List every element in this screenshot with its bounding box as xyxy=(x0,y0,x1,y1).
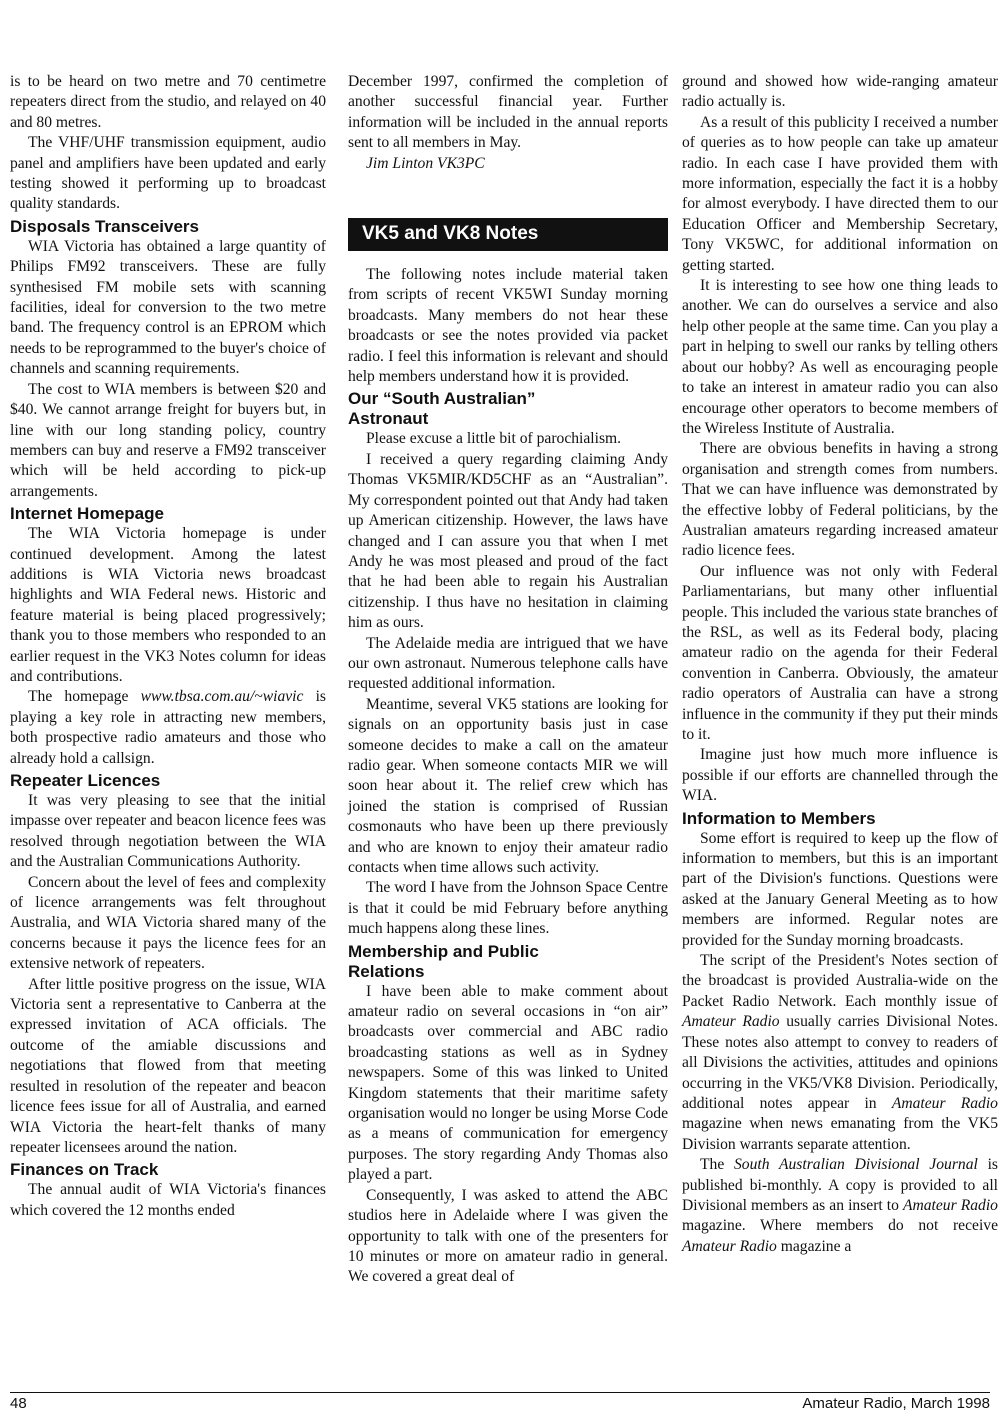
paragraph: The word I have from the Johnson Space Centre is that it could be mid February before anything much happens along these lines. xyxy=(348,879,668,938)
publication-title: Amateur Radio xyxy=(902,1196,998,1214)
publication-title: Amateur Radio xyxy=(682,1237,777,1255)
paragraph: The Adelaide media are intrigued that we have our own astronaut. Numerous telephone calls have requested additional information. xyxy=(348,634,668,693)
paragraph: I have been able to make comment about amateur radio on several occasions in “on air” broadcasts over commercial and ABC radio broadcasting stations as well as in Sydney newspapers. Some of this was linked to United Kingdom statements that their maritime safety organisation would no longer be using Morse Code as a means of communication for emergency purposes. The story regarding Andy Thomas also played a part. xyxy=(348,982,668,1184)
text-run: magazine a xyxy=(776,1237,852,1255)
paragraph: The WIA Victoria homepage is under continued development. Among the latest additions is WIA Victoria news broadcast highlights and WIA Federal news. Historic and feature material is being placed progressively; thank you to those members who responded to an earlier request in the VK3 Notes column for ideas and contributions. xyxy=(10,525,326,685)
text-run: is playing a key role in attracting new members, both prospective radio amateurs and those who already hold a callsign. xyxy=(10,688,326,767)
paragraph: The VHF/UHF transmission equipment, audio panel and amplifiers have been updated and early testing showed it performing up to broadcast quality standards. xyxy=(10,134,326,213)
heading-membership-public-relations xyxy=(348,942,668,982)
paragraph: The following notes include material taken from scripts of recent VK5WI Sunday morning broadcasts. Many members do not hear these broadcasts or see the notes provided via packet radio. I feel this information is relevant and should help members understand how it is provided. xyxy=(348,266,668,386)
heading-internet-homepage: Internet Homepage xyxy=(10,504,164,524)
paragraph: It was very pleasing to see that the initial impasse over repeater and beacon licence fees was resolved through negotiation between the WIA and the Australian Communications Authority. xyxy=(10,792,326,871)
paragraph: As a result of this publicity I received a number of queries as to how people can take up amateur radio. In each case I have provided them with more information, especially the fact it is a hobby for almost everybody. I have directed them to our Education Officer and Membership Secretary, Tony VK5WC, for additional information on getting started. xyxy=(682,113,998,274)
heading-repeater-licences: Repeater Licences xyxy=(10,771,161,790)
paragraph: Some effort is required to keep up the flow of information to members, but this is an important part of the Division's functions. Questions were asked at the January General Meeting as to how members are informed. Regular notes are provided for the Sunday morning broadcasts. xyxy=(682,829,998,949)
footer-divider xyxy=(10,1392,990,1393)
heading-line: Astronaut xyxy=(348,409,429,429)
text-run: is published bi-monthly. A copy is provided to all Divisional members as an insert to xyxy=(682,1156,998,1214)
publication-title: South Australian Divisional Journal xyxy=(734,1156,978,1174)
heading-finances-on-track: Finances on Track xyxy=(10,1160,159,1180)
paragraph: Meantime, several VK5 stations are looking for signals on an opportunity basis just in case someone decides to make a call on the amateur radio gear. When someone contacts MIR we will soon hear about it. The relief crew which has joined the station is comprised of Russian cosmonauts who have been up there previously and who are known to enjoy their amateur radio contacts when time allows such activity. xyxy=(348,695,668,876)
column-1 xyxy=(10,72,326,1221)
heading-information-to-members: Information to Members xyxy=(682,808,876,828)
publication-footer: Amateur Radio, March 1998 xyxy=(802,1395,990,1412)
heading-line: Membership and Public xyxy=(348,941,539,961)
paragraph: Our influence was not only with Federal Parliamentarians, but many other influential people. This included the various state branches of the RSL, as well as its Federal body, placing amateur radio on the agenda for their Federal convention in Canberra. Obviously, the amateur radio operators of Australia can have a strong influence in the community if they put their minds to it. xyxy=(682,562,998,743)
paragraph xyxy=(10,687,326,769)
text-run: The script of the President's Notes section of the broadcast is provided Australia-wide on the Packet Radio Network. Each monthly issue of xyxy=(682,952,998,1010)
heading-disposals-transceivers: Disposals Transceivers xyxy=(10,216,200,236)
section-banner-vk5-vk8-notes: VK5 and VK8 Notes xyxy=(348,218,668,251)
paragraph xyxy=(682,1155,998,1257)
text-run: magazine. Where members do not receive xyxy=(682,1217,998,1235)
paragraph: There are obvious benefits in having a strong organisation and strength comes from numbers. That we can have influence was demonstrated by the effective lobby of Federal politicians, by the Australian amateurs regarding increased amateur radio licence fees. xyxy=(682,440,998,560)
text-run: usually carries Divisional Notes. These notes also attempt to convey to readers of all Divisions the activities, attitudes and opinions occurring in the VK5/VK8 Division. Periodically, additional notes appear in xyxy=(682,1013,998,1112)
paragraph: The cost to WIA members is between $20 and $40. We cannot arrange freight for buyers but, in line with our long standing policy, country members can buy and reserve a FM92 transceiver which will be held according to pick-up arrangements. xyxy=(10,380,326,500)
paragraph: I received a query regarding claiming Andy Thomas VK5MIR/KD5CHF as an “Australian”. My correspondent pointed out that Andy had taken up American citizenship. However, the laws have changed and I can assure you that when I met Andy he was most pleased and proud of the fact that he had been able to regain his Australian citizenship. I thus have no hesitation in claiming him as ours. xyxy=(348,450,668,632)
paragraph: ground and showed how wide-ranging amateur radio actually is. xyxy=(682,73,998,111)
author-signature: Jim Linton VK3PC xyxy=(366,154,485,172)
column-2 xyxy=(348,72,668,1288)
text-run: The xyxy=(700,1156,734,1174)
publication-title: Amateur Radio xyxy=(682,1013,780,1031)
paragraph: is to be heard on two metre and 70 centimetre repeaters direct from the studio, and relayed on 40 and 80 metres. xyxy=(10,73,326,131)
paragraph: The annual audit of WIA Victoria's finances which covered the 12 months ended xyxy=(10,1181,326,1219)
heading-line: Our “South Australian” xyxy=(348,389,536,409)
publication-title: Amateur Radio xyxy=(891,1094,998,1112)
column-3 xyxy=(682,72,998,1257)
text-run: The homepage xyxy=(28,688,141,706)
paragraph: Concern about the level of fees and complexity of licence arrangements was felt throughout Australia, and WIA Victoria shared many of the concerns because it pays the licence fees for an extensive network of repeaters. xyxy=(10,873,326,973)
paragraph xyxy=(682,951,998,1155)
paragraph: Please excuse a little bit of parochialism. xyxy=(366,430,622,448)
paragraph: It is interesting to see how one thing leads to another. We can do ourselves a service and also help other people at the same time. Can you play a part in helping to swell our ranks by telling others about our hobby? As well as encouraging people to take an interest in amateur radio you can also encourage other operators to become members of the Wireless Institute of Australia. xyxy=(682,277,998,437)
page-number: 48 xyxy=(10,1395,27,1412)
paragraph: After little positive progress on the issue, WIA Victoria sent a representative to Canberra at the expressed invitation of ACA officials. The outcome of the amiable discussions and negotiations that flowed from that meeting resulted in resolution of the repeater and beacon licence fees issue for all of Australia, and earned WIA Victoria the heart-felt thanks of many repeater licensees around the nation. xyxy=(10,975,326,1156)
paragraph: December 1997, confirmed the completion of another successful financial year. Further information will be included in the annual reports sent to all members in May. xyxy=(348,73,668,152)
text-run: magazine when news emanating from the VK5 Division warrants separate attention. xyxy=(682,1115,998,1153)
heading-line: Relations xyxy=(348,961,425,981)
paragraph: Consequently, I was asked to attend the ABC studios here in Adelaide where I was given the opportunity to talk with one of the presenters for 10 minutes or more on amateur radio in general. We covered a great deal of xyxy=(348,1186,668,1286)
paragraph: WIA Victoria has obtained a large quantity of Philips FM92 transceivers. These are fully synthesised FM mobile sets with scanning facilities, ideal for conversion to the two metre band. The frequency control is an EPROM which needs to be reprogrammed to the buyer's choice of channels and scanning requirements. xyxy=(10,237,326,378)
heading-south-australian-astronaut xyxy=(348,389,668,429)
paragraph: Imagine just how much more influence is possible if our efforts are channelled through the WIA. xyxy=(682,746,998,805)
homepage-url: www.tbsa.com.au/~wiavic xyxy=(140,688,304,706)
